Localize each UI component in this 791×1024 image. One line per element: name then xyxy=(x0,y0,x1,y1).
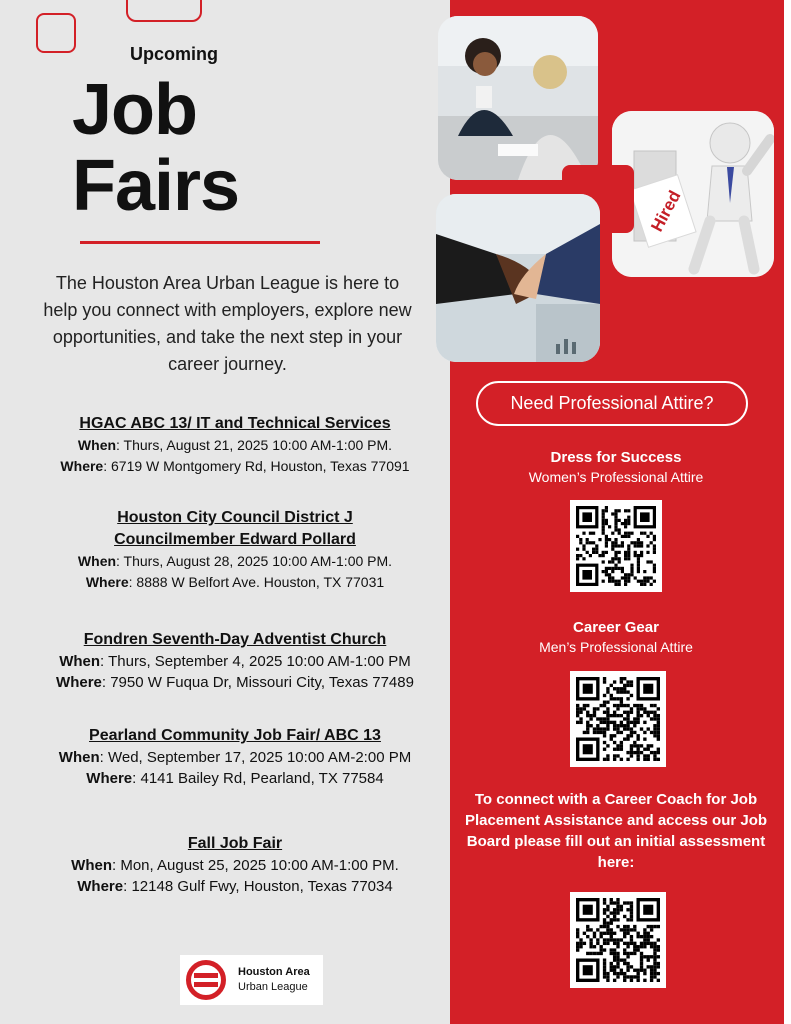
title-line-2: Fairs xyxy=(72,146,240,226)
hired-sign: Hired xyxy=(647,187,685,235)
event-when: When: Wed, September 17, 2025 10:00 AM-2:00 PM xyxy=(58,749,412,766)
page-edge xyxy=(784,0,791,1024)
office-meeting-photo xyxy=(438,16,598,180)
event-name: HGAC ABC 13/ IT and Technical Services xyxy=(79,415,391,432)
houston-area-urban-league-logo: Houston Area Urban League xyxy=(180,955,323,1005)
event-5 xyxy=(20,833,450,897)
career-gear-subtitle: Men’s Professional Attire xyxy=(539,639,693,655)
event-where: Where: 6719 W Montgomery Rd, Houston, Texas 77091 xyxy=(60,458,410,474)
event-1 xyxy=(20,413,450,477)
handshake-photo xyxy=(436,194,600,362)
career-gear-qr-code[interactable] xyxy=(570,671,666,767)
upcoming-label: Upcoming xyxy=(130,44,218,64)
decorative-square xyxy=(126,0,202,22)
title-line-1: Job xyxy=(72,70,198,150)
event-when: When: Thurs, August 21, 2025 10:00 AM-1:00 PM. xyxy=(77,437,393,453)
decorative-square xyxy=(36,13,76,53)
career-gear-title: Career Gear xyxy=(573,619,659,636)
hired-figure-photo xyxy=(612,111,774,277)
event-when: When: Thurs, August 28, 2025 10:00 AM-1:00 PM. xyxy=(77,553,393,569)
event-name: Fondren Seventh-Day Adventist Church xyxy=(83,631,387,648)
event-where: Where: 12148 Gulf Fwy, Houston, Texas 77034 xyxy=(77,878,393,895)
event-where: Where: 8888 W Belfort Ave. Houston, TX 77031 xyxy=(85,574,385,590)
career-coach-assessment-qr-code[interactable] xyxy=(570,892,666,988)
dress-for-success-title: Dress for Success xyxy=(550,449,682,466)
dress-for-success-qr-code[interactable] xyxy=(570,500,662,592)
need-professional-attire-heading: Need Professional Attire? xyxy=(476,381,748,426)
event-name: Fall Job Fair xyxy=(187,835,283,852)
event-when: When: Thurs, September 4, 2025 10:00 AM-1:00 PM xyxy=(59,653,411,670)
event-where: Where: 7950 W Fuqua Dr, Missouri City, Texas 77489 xyxy=(56,674,414,691)
career-coach-text: To connect with a Career Coach for Job Placement Assistance and access our Job Board please fill out an initial assessment here: xyxy=(464,791,768,871)
event-4 xyxy=(20,725,450,789)
event-name: Houston City Council District J Councilmember Edward Pollard xyxy=(114,509,356,548)
event-3 xyxy=(20,629,450,693)
equality-ring-icon xyxy=(186,960,226,1000)
dress-for-success-subtitle: Women’s Professional Attire xyxy=(528,469,704,485)
event-2 xyxy=(75,507,395,593)
event-where: Where: 4141 Bailey Rd, Pearland, TX 77584 xyxy=(86,770,384,787)
title-underline xyxy=(80,241,320,244)
event-name: Pearland Community Job Fair/ ABC 13 xyxy=(89,727,381,744)
page-title xyxy=(72,72,239,224)
intro-text: The Houston Area Urban League is here to help you connect with employers, explore new opportunities, and take the next step in your career journey. xyxy=(43,273,412,374)
event-when: When: Mon, August 25, 2025 10:00 AM-1:00 PM. xyxy=(71,857,399,874)
